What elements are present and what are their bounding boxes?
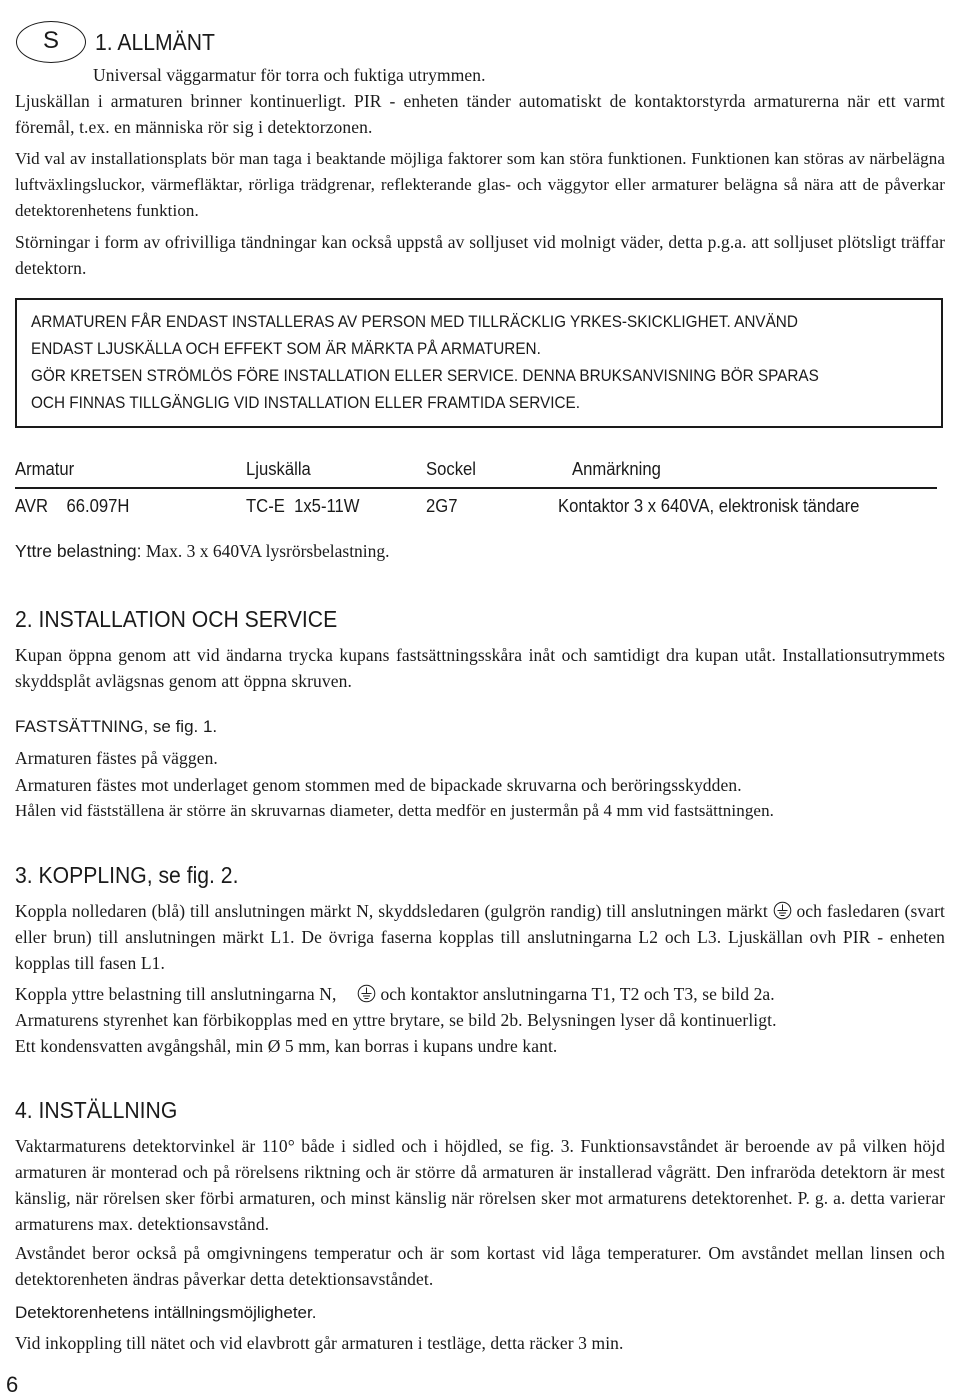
- table-header-anmarkning: Anmärkning: [572, 458, 661, 479]
- detector-settings-subheading: Detektorenhetens intällningsmöjligheter.: [15, 1303, 317, 1322]
- warning-line-2: ENDAST LJUSKÄLLA OCH EFFEKT SOM ÄR MÄRKTA PÅ ARMATUREN.: [31, 339, 541, 358]
- table-cell-ljuskalla: TC-E 1x5-11W: [246, 495, 360, 516]
- ground-icon: [773, 901, 792, 920]
- warning-line-1: ARMATUREN FÅR ENDAST INSTALLERAS AV PERSON MED TILLRÄCKLIG YRKES-SKICKLIGHET. ANVÄND: [31, 312, 798, 331]
- mounting-line-2: Armaturen fästes mot underlaget genom stommen med de bipackade skruvarna och beröringsskydden.: [15, 775, 742, 795]
- mounting-subheading: FASTSÄTTNING, se fig. 1.: [15, 717, 218, 736]
- s3-paragraph-2-end: och kontaktor anslutningarna T1, T2 och T3, se bild 2a.: [375, 984, 775, 1004]
- s4-paragraph-1: Vaktarmaturens detektorvinkel är 110° både i sidled och i höjdled, se fig. 3. Funktionsavståndet är beroende av på vilken höjd armaturen är monterad och på rörelsens riktning och är större då armaturen är installerad vågrätt. Den infraröda detektorn är mest känslig, när rörelsen sker förbi armaturen, och minst känslig när rörelsen sker mot armaturens detektorenhet. P. g. a. detta varierar armaturens max. detektionsavstånd.: [15, 1136, 945, 1234]
- safety-warning-box: [15, 298, 943, 428]
- s1-paragraph-3: Vid val av installationsplats bör man taga i beaktande möjliga faktorer som kan störa funktionen. Funktionen kan störas av närbelägna luftväxlingsluckor, värmefläktar, rörliga trädgrenar, reflekterande glas- och väggytor eller armaturer belägna så nära att de påverkar detektorenhetens funktion.: [15, 149, 945, 220]
- external-load-text: Max. 3 x 640VA lysrörsbelastning.: [141, 541, 390, 561]
- s3-drain-line: Ett kondensvatten avgångshål, min Ø 5 mm, kan borras i kupans undre kant.: [15, 1036, 558, 1056]
- s1-paragraph-4: Störningar i form av ofrivilliga tändningar kan också uppstå av solljuset vid molnigt väder, detta p.g.a. att solljuset plötsligt träffar detektorn.: [15, 232, 945, 278]
- s4-paragraph-3: Vid inkoppling till nätet och vid elavbrott går armaturen i testläge, detta räcker 3 min.: [15, 1333, 624, 1353]
- warning-line-3: GÖR KRETSEN STRÖMLÖS FÖRE INSTALLATION ELLER SERVICE. DENNA BRUKSANVISNING BÖR SPARAS: [31, 366, 819, 385]
- table-divider: [15, 487, 937, 489]
- s3-paragraph-1-end: och fasledaren (svart eller brun) till anslutningen märkt L1. De övriga faserna kopplas till anslutningarna L2 och L3. Ljuskällan ovh PIR - enheten kopplas till fasen L1.: [15, 901, 945, 973]
- table-cell-anmarkning: Kontaktor 3 x 640VA, elektronisk tändare: [558, 495, 860, 516]
- warning-line-4: OCH FINNAS TILLGÄNGLIG VID INSTALLATION ELLER FRAMTIDA SERVICE.: [31, 393, 580, 412]
- s3-paragraph-2-start: Koppla yttre belastning till anslutningarna N,: [15, 984, 337, 1004]
- table-header-armatur: Armatur: [15, 458, 75, 479]
- section-3-heading: 3. KOPPLING, se fig. 2.: [15, 862, 239, 888]
- section-1-heading: 1. ALLMÄNT: [95, 29, 215, 55]
- mounting-line-1: Armaturen fästes på väggen.: [15, 748, 218, 768]
- s3-bypass-line: Armaturens styrenhet kan förbikopplas med en yttre brytare, se bild 2b. Belysningen lyser då kontinuerligt.: [15, 1010, 777, 1030]
- external-load-label: Yttre belastning:: [15, 541, 142, 561]
- s2-paragraph-1: Kupan öppna genom att vid ändarna trycka kupans fastsättningsskåra inåt och samtidigt dra kupan utåt. Installationsutrymmets skyddsplåt avlägsnas genom att öppna skruven.: [15, 645, 945, 691]
- s3-paragraph-1: [15, 898, 945, 976]
- external-load-line: [15, 541, 390, 562]
- page-number: 6: [6, 1372, 19, 1397]
- section-4-heading: 4. INSTÄLLNING: [15, 1097, 178, 1123]
- s3-paragraph-2: [15, 981, 945, 1059]
- table-cell-armatur: AVR 66.097H: [15, 495, 130, 516]
- language-badge: S: [16, 21, 86, 63]
- s1-paragraph-1: Universal väggarmatur för torra och fuktiga utrymmen.: [93, 65, 486, 85]
- table-cell-sockel: 2G7: [426, 495, 458, 516]
- table-header-sockel: Sockel: [426, 458, 476, 479]
- s3-paragraph-1-start: Koppla nolledaren (blå) till anslutningen märkt N, skyddsledaren (gulgrön randig) till anslutningen märkt: [15, 901, 768, 921]
- mounting-line-3: Hålen vid fästställena är större än skruvarnas diameter, detta medför en justermån på 4 mm vid fastsättningen.: [15, 801, 775, 820]
- table-header-ljuskalla: Ljuskälla: [246, 458, 311, 479]
- section-2-heading: 2. INSTALLATION OCH SERVICE: [15, 606, 338, 632]
- s4-paragraph-2: Avståndet beror också på omgivningens temperatur och är som kortast vid låga temperaturer. Om avståndet mellan linsen och detektorenheten ändras påverkar detta detektionsavståndet.: [15, 1243, 945, 1289]
- s1-paragraph-2: Ljuskällan i armaturen brinner kontinuerligt. PIR - enheten tänder automatiskt de kontaktorstyrda armaturerna när ett varmt föremål, t.ex. en människa rör sig i detektorzonen.: [15, 91, 945, 137]
- ground-icon: [357, 984, 376, 1003]
